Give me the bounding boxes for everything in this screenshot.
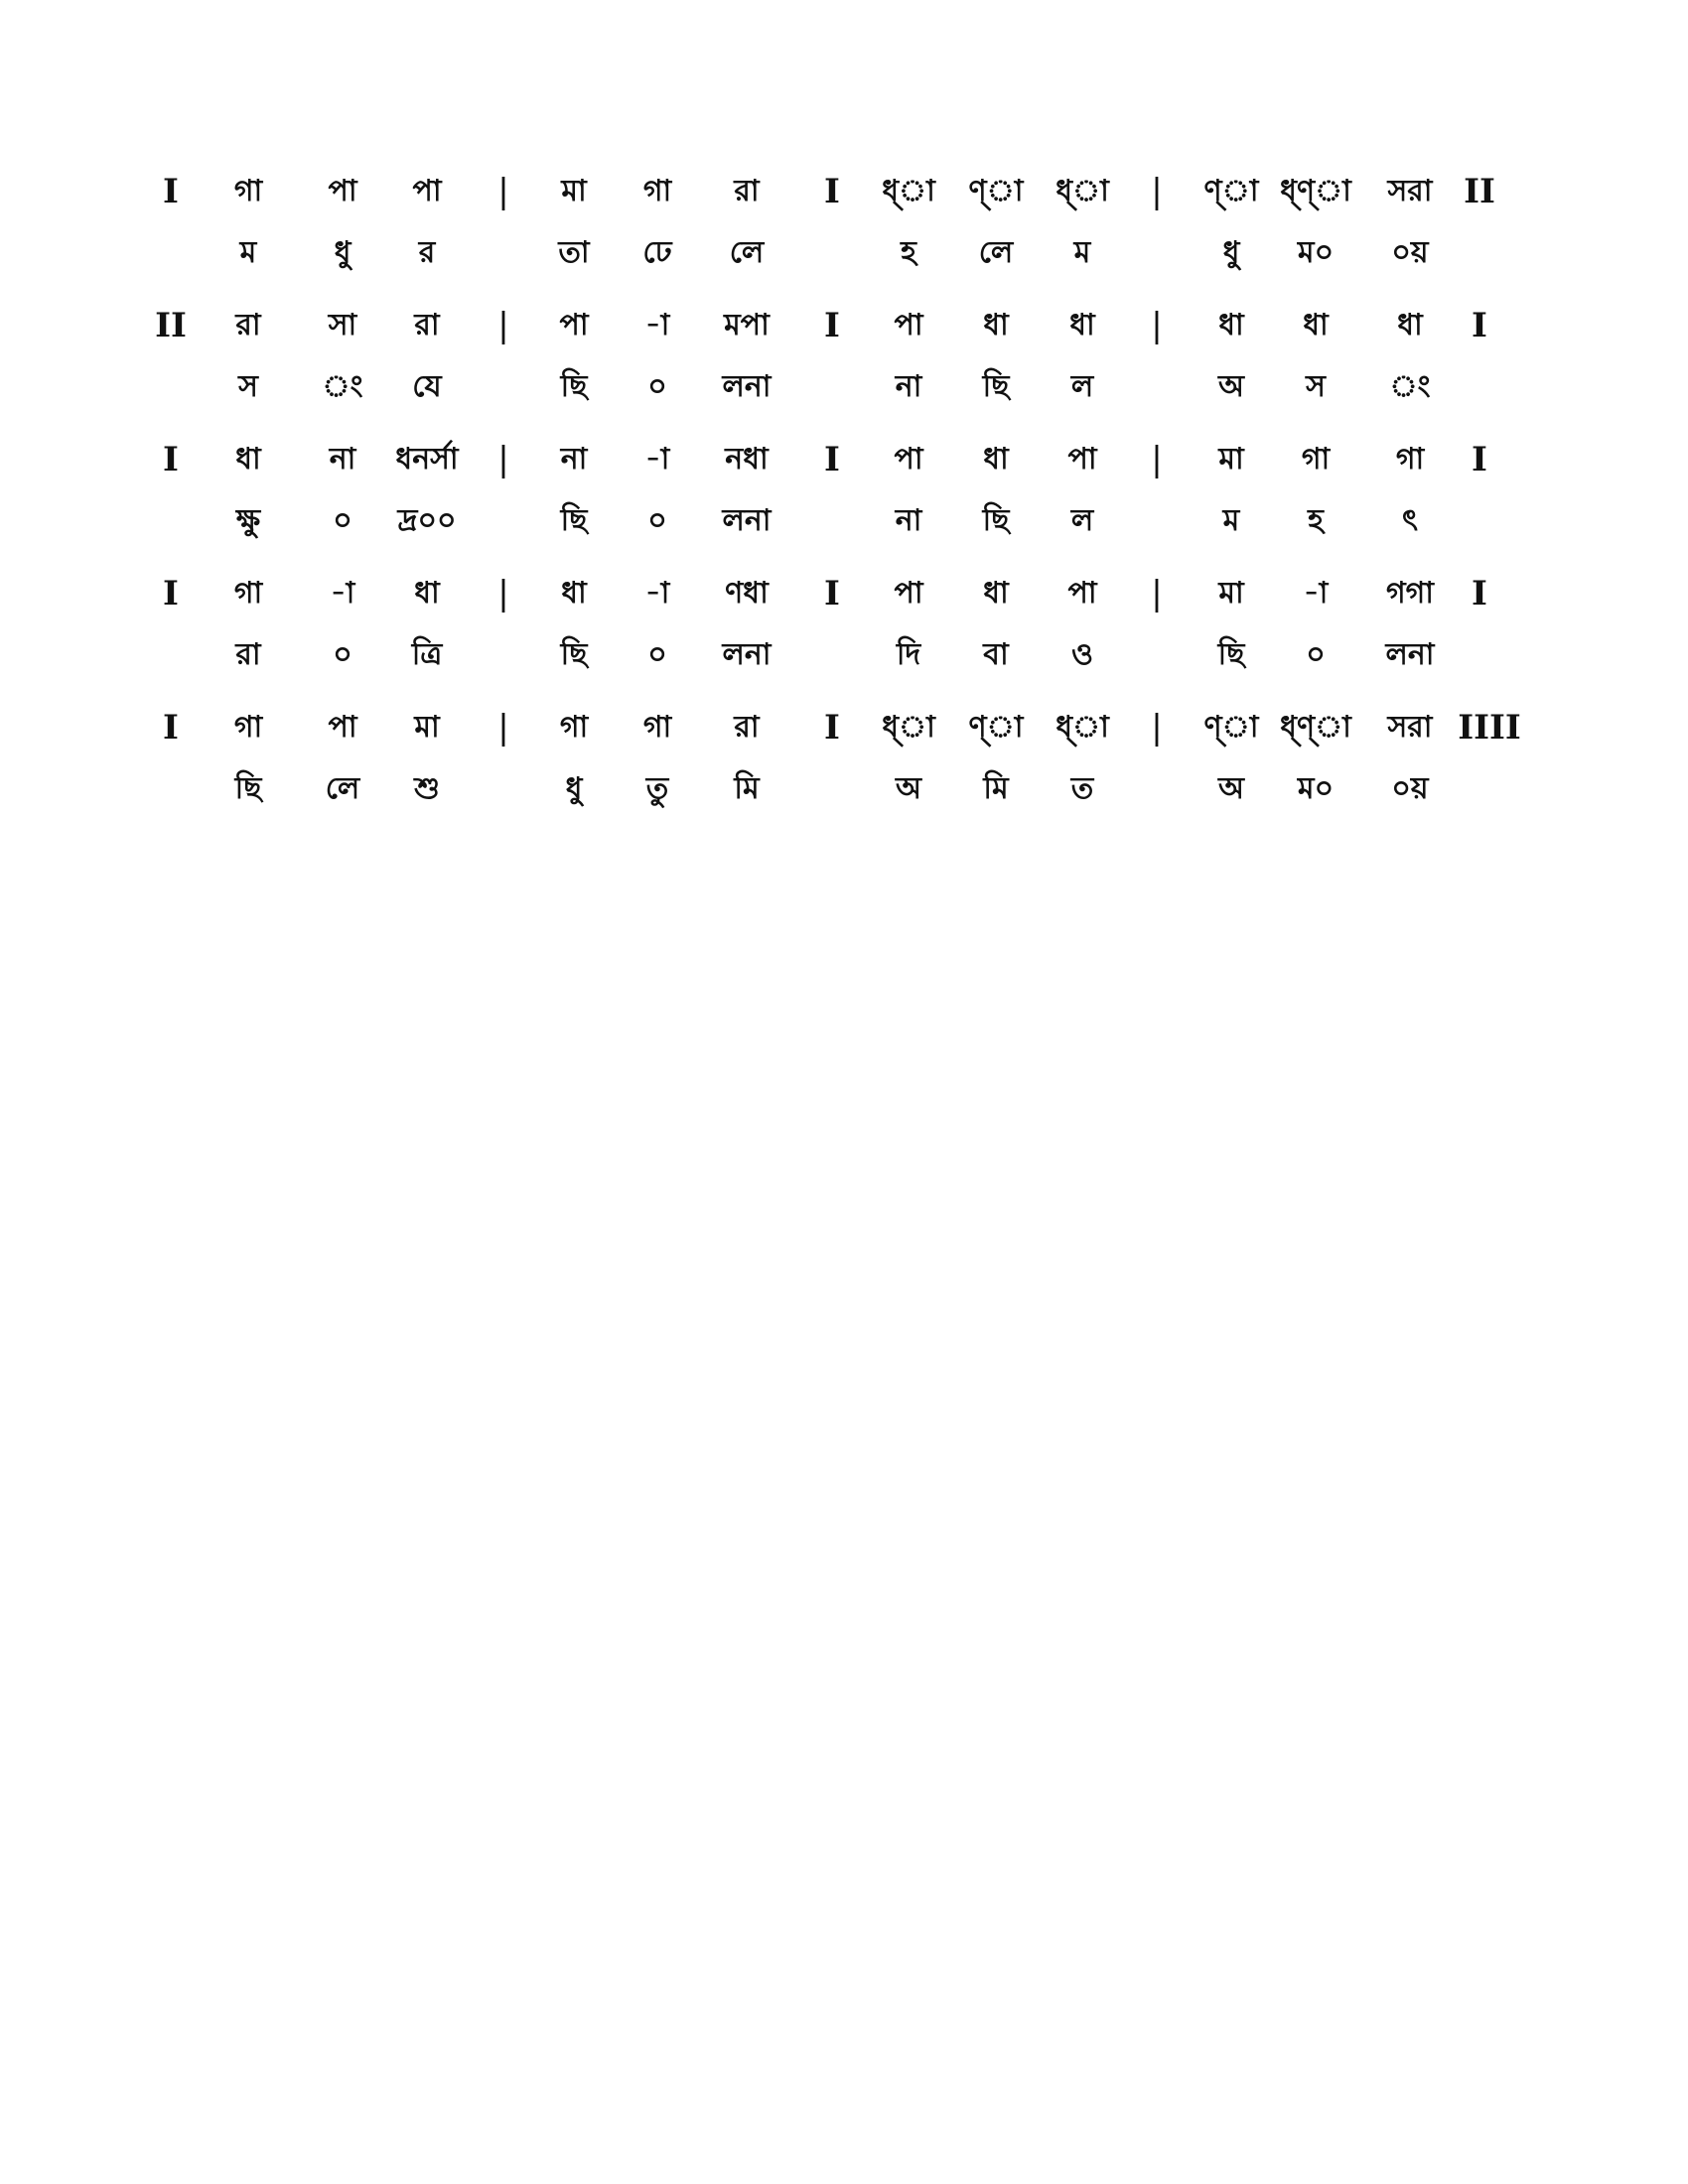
note: ণ্‌া [1203, 710, 1259, 745]
note: গা [559, 710, 589, 745]
note: পা [1067, 576, 1097, 611]
note: -া [644, 576, 670, 611]
lyric-syllable: লনা [1385, 637, 1435, 672]
notation-system [0, 432, 1688, 561]
note: ণ্‌া [968, 174, 1024, 208]
lyric-syllable: ম [1073, 235, 1091, 270]
start-barline: I [163, 574, 179, 614]
note: ধ্‌া [1055, 174, 1109, 208]
lyric-syllable: ০ [333, 637, 352, 672]
lyric-syllable: ও [1070, 637, 1094, 672]
lyric-syllable: ছি [560, 369, 588, 404]
note: -া [644, 308, 670, 342]
start-barline: II [155, 306, 187, 345]
note: গা [1395, 442, 1425, 477]
end-barline: I [1472, 306, 1487, 345]
lyrics-row [0, 761, 1688, 817]
note: ধা [983, 308, 1009, 342]
barline: I [824, 708, 840, 748]
beat-divider: | [1151, 708, 1163, 748]
beat-divider: | [497, 574, 509, 614]
note: মা [561, 174, 587, 208]
lyric-syllable: ০ [1306, 637, 1326, 672]
lyrics-row [0, 359, 1688, 415]
beat-divider: | [1151, 574, 1163, 614]
end-barline: I [1472, 574, 1487, 614]
note: ধ্‌া [882, 710, 935, 745]
lyric-syllable: শু [414, 771, 440, 806]
lyric-syllable: ঢে [642, 235, 672, 270]
note: সরা [1387, 174, 1433, 208]
beat-divider: | [497, 306, 509, 345]
lyric-syllable: ম [239, 235, 257, 270]
note: মা [1218, 576, 1244, 611]
notation-system [0, 298, 1688, 427]
lyric-syllable: ত্রি [411, 637, 443, 672]
note: পা [894, 576, 923, 611]
lyric-syllable: ধু [334, 235, 352, 270]
note: নধা [725, 442, 769, 477]
note: সা [328, 308, 357, 342]
beat-divider: | [497, 172, 509, 211]
lyric-syllable: মি [734, 771, 760, 806]
note: ধ্‌ণ্‌া [1280, 174, 1351, 208]
note: পা [559, 308, 589, 342]
lyric-syllable: তু [645, 771, 669, 806]
note: ধা [983, 442, 1009, 477]
lyric-syllable: ০য় [1391, 771, 1429, 806]
lyric-syllable: ম [1222, 503, 1240, 538]
start-barline: I [163, 440, 179, 479]
lyric-syllable: ছি [982, 369, 1010, 404]
note: ণ্‌া [1203, 174, 1259, 208]
note: গা [233, 576, 263, 611]
lyric-syllable: ল [1070, 369, 1094, 404]
note: সরা [1387, 710, 1433, 745]
beat-divider: | [497, 440, 509, 479]
note: গা [233, 710, 263, 745]
note: পা [328, 710, 357, 745]
lyric-syllable: ছি [1217, 637, 1245, 672]
end-barline: IIII [1458, 708, 1521, 748]
lyrics-row [0, 225, 1688, 281]
note: গা [233, 174, 263, 208]
note: ধা [1069, 308, 1095, 342]
lyric-syllable: ছি [234, 771, 262, 806]
lyric-syllable: ০ [647, 503, 667, 538]
lyric-syllable: র [418, 235, 436, 270]
end-barline: II [1464, 172, 1495, 211]
barline: I [824, 440, 840, 479]
note: না [329, 442, 356, 477]
note: ধা [983, 576, 1009, 611]
notes-row [0, 566, 1688, 621]
note: পা [1067, 442, 1097, 477]
note: ণ্‌া [968, 710, 1024, 745]
notes-row [0, 700, 1688, 755]
note: ধা [1303, 308, 1329, 342]
lyric-syllable: ছি [560, 503, 588, 538]
note: না [560, 442, 588, 477]
note: রা [734, 710, 760, 745]
note: ধা [1397, 308, 1423, 342]
lyric-syllable: ছি [560, 637, 588, 672]
note: ধা [414, 576, 440, 611]
lyric-syllable: দি [896, 637, 921, 672]
note: -া [644, 442, 670, 477]
barline: I [824, 172, 840, 211]
lyric-syllable: ং [1389, 369, 1431, 404]
note: গা [642, 710, 672, 745]
lyric-syllable: লে [325, 771, 360, 806]
end-barline: I [1472, 440, 1487, 479]
note: গা [1301, 442, 1331, 477]
lyric-syllable: দ্র০০ [397, 503, 457, 538]
note: রা [414, 308, 440, 342]
note: ধ্‌া [1055, 710, 1109, 745]
lyric-syllable: ম০ [1297, 771, 1335, 806]
lyric-syllable: তা [558, 235, 590, 270]
lyrics-row [0, 627, 1688, 683]
lyric-syllable: ং [322, 369, 363, 404]
lyric-syllable: ০ [647, 637, 667, 672]
note: ধনর্সা [395, 442, 459, 477]
note: পা [328, 174, 357, 208]
lyric-syllable: ০ [647, 369, 667, 404]
lyric-syllable: লনা [722, 503, 772, 538]
lyric-syllable: না [895, 369, 922, 404]
note: পা [412, 174, 442, 208]
notation-system [0, 700, 1688, 829]
lyric-syllable: যে [412, 369, 442, 404]
lyric-syllable: ল [1070, 503, 1094, 538]
lyric-syllable: ছি [982, 503, 1010, 538]
barline: I [824, 574, 840, 614]
beat-divider: | [1151, 306, 1163, 345]
lyric-syllable: অ [1218, 771, 1244, 806]
note: রা [734, 174, 760, 208]
note: ণধা [725, 576, 769, 611]
notation-system [0, 164, 1688, 293]
lyric-syllable: ত [1070, 771, 1094, 806]
lyric-syllable: ম০ [1297, 235, 1335, 270]
note: ধা [561, 576, 587, 611]
lyric-syllable: বা [983, 637, 1009, 672]
note: পা [894, 442, 923, 477]
lyric-syllable: ০ [333, 503, 352, 538]
notes-row [0, 298, 1688, 353]
lyric-syllable: স [238, 369, 258, 404]
notes-row [0, 432, 1688, 487]
notation-system [0, 566, 1688, 695]
beat-divider: | [497, 708, 509, 748]
lyric-syllable: লে [729, 235, 765, 270]
notes-row [0, 164, 1688, 219]
lyric-syllable: ৎ [1401, 503, 1419, 538]
lyric-syllable: না [895, 503, 922, 538]
lyric-syllable: হ [1308, 503, 1324, 538]
note: ধ্‌ণ্‌া [1280, 710, 1351, 745]
note: -া [330, 576, 355, 611]
lyrics-row [0, 493, 1688, 549]
start-barline: I [163, 172, 179, 211]
note: গগা [1385, 576, 1435, 611]
note: মপা [724, 308, 770, 342]
lyric-syllable: লনা [722, 637, 772, 672]
note: -া [1303, 576, 1329, 611]
beat-divider: | [1151, 440, 1163, 479]
beat-divider: | [1151, 172, 1163, 211]
note: ধ্‌া [882, 174, 935, 208]
lyric-syllable: অ [896, 771, 921, 806]
note: মা [1218, 442, 1244, 477]
note: মা [414, 710, 440, 745]
lyric-syllable: অ [1218, 369, 1244, 404]
start-barline: I [163, 708, 179, 748]
lyric-syllable: ক্ষু [235, 503, 261, 538]
lyric-syllable: মি [983, 771, 1009, 806]
note: রা [235, 308, 261, 342]
lyric-syllable: রা [235, 637, 261, 672]
lyric-syllable: হ [901, 235, 916, 270]
lyric-syllable: ০য় [1391, 235, 1429, 270]
barline: I [824, 306, 840, 345]
lyric-syllable: ধু [565, 771, 583, 806]
note: গা [642, 174, 672, 208]
note: ধা [1218, 308, 1244, 342]
lyric-syllable: স [1306, 369, 1326, 404]
note: পা [894, 308, 923, 342]
lyric-syllable: লে [978, 235, 1014, 270]
lyric-syllable: ধু [1222, 235, 1240, 270]
note: ধা [235, 442, 261, 477]
lyric-syllable: লনা [722, 369, 772, 404]
